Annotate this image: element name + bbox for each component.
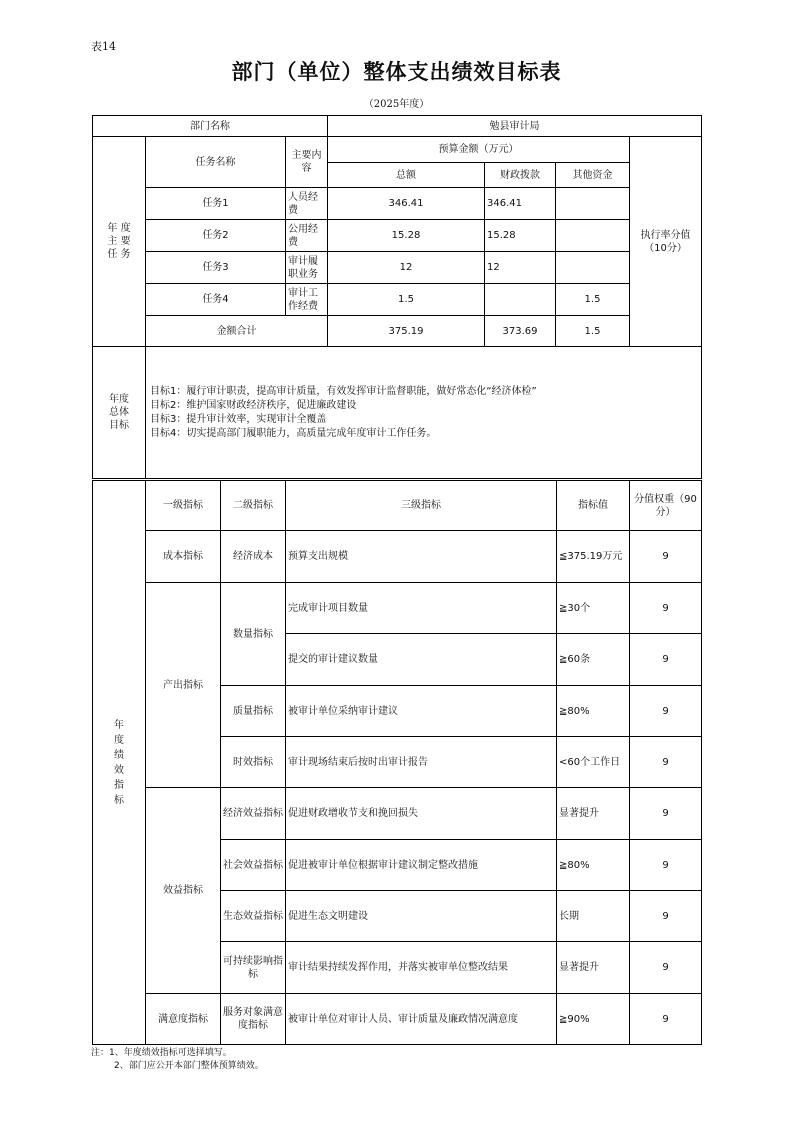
table-row: 任务4 审计工作经费 1.5 1.5	[93, 284, 702, 316]
performance-indicators-label: 年度绩效指标	[93, 481, 146, 1045]
table-row: 任务2 公用经费 15.28 15.28	[93, 220, 702, 252]
value-header: 指标值	[557, 481, 630, 531]
level1-header: 一级指标	[146, 481, 221, 531]
page-title: 部门（单位）整体支出绩效目标表	[231, 60, 562, 84]
table-row: 效益指标 经济效益指标 促进财政增收节支和挽回损失 显著提升 9	[93, 788, 702, 840]
table-row: 产出指标 数量指标 完成审计项目数量 ≧30个 9	[93, 583, 702, 634]
content-header: 主要内容	[286, 137, 328, 188]
sum-label: 金额合计	[146, 316, 328, 347]
dept-name-value: 勉县审计局	[328, 116, 702, 137]
goal-item: 目标4：切实提高部门履职能力，高质量完成年度审计工作任务。	[150, 427, 437, 439]
group-satisfaction: 满意度指标	[146, 994, 221, 1045]
table-row: 提交的审计建议数量 ≧60条 9	[93, 634, 702, 686]
table-row: 任务1 人员经费 346.41 346.41	[93, 188, 702, 220]
goal-item: 目标1：履行审计职责，提高审计质量，有效发挥审计监督职能，做好常态化“经济体检”	[150, 385, 537, 397]
overall-goals-label: 年度 总体 目标	[93, 347, 146, 479]
task-name-header: 任务名称	[146, 137, 286, 188]
fiscal-year: （2025年度）	[363, 99, 430, 110]
table-row: 生态效益指标 促进生态文明建设 长期 9	[93, 891, 702, 942]
level2-header: 二级指标	[221, 481, 286, 531]
annual-tasks-label: 年 度 主 要 任 务	[93, 137, 146, 347]
weight-header: 分值权重（90分）	[630, 481, 702, 531]
total-header: 总额	[328, 163, 485, 188]
other-header: 其他资金	[556, 163, 630, 188]
dept-name-label: 部门名称	[93, 116, 328, 137]
goal-item: 目标2：维护国家财政经济秩序，促进廉政建设	[150, 399, 357, 411]
overall-goals-text	[146, 347, 702, 479]
fiscal-header: 财政拨款	[485, 163, 556, 188]
group-output: 产出指标	[146, 583, 221, 788]
budget-amount-header: 预算金额（万元）	[328, 137, 630, 163]
indicators-table	[92, 480, 702, 1045]
table-row: 任务3 审计履职业务 12 12	[93, 252, 702, 284]
level3-header: 三级指标	[286, 481, 557, 531]
sum-other: 1.5	[556, 316, 630, 347]
group-cost: 成本指标	[146, 531, 221, 583]
table-row: 质量指标 被审计单位采纳审计建议 ≧80% 9	[93, 686, 702, 737]
table-row: 满意度指标 服务对象满意度指标 被审计单位对审计人员、审计质量及廉政情况满意度 ≧90% 9	[93, 994, 702, 1045]
sum-row	[93, 316, 702, 347]
sum-fiscal: 373.69	[485, 316, 556, 347]
group-benefit: 效益指标	[146, 788, 221, 994]
table-row: 时效指标 审计现场结束后按时出审计报告 <60个工作日 9	[93, 737, 702, 788]
goal-item: 目标3：提升审计效率，实现审计全覆盖	[150, 413, 327, 425]
table-row: 成本指标 经济成本 预算支出规模 ≦375.19万元 9	[93, 531, 702, 583]
exec-rate-score: 执行率分值 （10分）	[630, 137, 702, 347]
budget-table	[92, 115, 702, 479]
table-row: 可持续影响指标 审计结果持续发挥作用，并落实被审单位整改结果 显著提升 9	[93, 942, 702, 994]
table-number: 表14	[91, 40, 116, 53]
table-row: 社会效益指标 促进被审计单位根据审计建议制定整改措施 ≧80% 9	[93, 840, 702, 891]
sum-total: 375.19	[328, 316, 485, 347]
footnote: 2、部门应公开本部门整体预算绩效。	[114, 1061, 264, 1071]
footnote: 注：1、年度绩效指标可选择填写。	[91, 1048, 232, 1058]
